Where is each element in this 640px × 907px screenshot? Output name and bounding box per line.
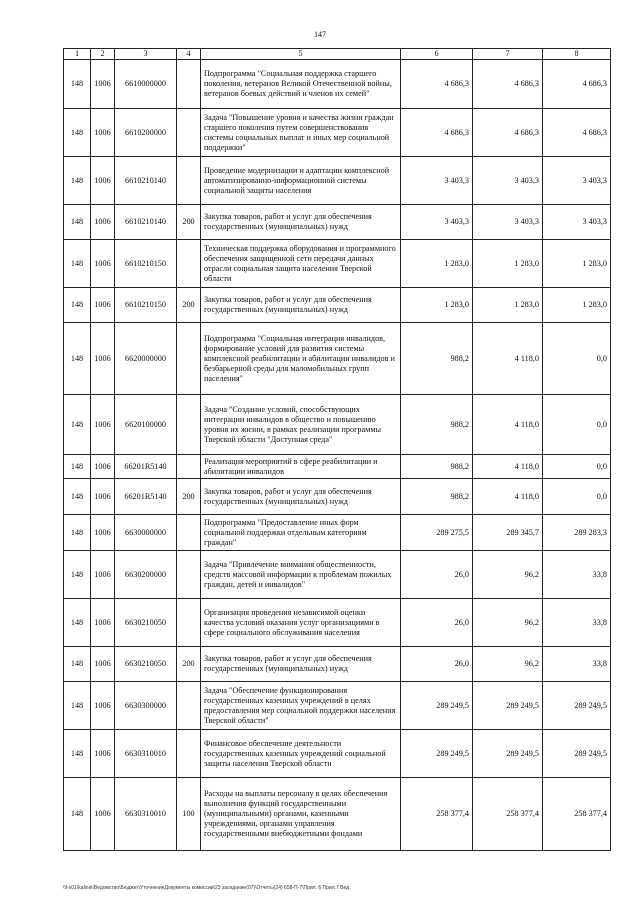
amount-cell: 26,0 <box>401 647 473 682</box>
description-cell: Подпрограмма "Социальная интеграция инвалидов, формирование условий для развития системы комплексной реабилитации и абилитации инвалидов и безбарьерной среды для маломобильных групп населения" <box>201 323 401 395</box>
code-cell: 148 <box>64 109 91 157</box>
amount-cell: 258 377,4 <box>543 778 611 851</box>
table-row <box>64 599 611 647</box>
amount-cell: 96,2 <box>473 599 543 647</box>
code-cell: 148 <box>64 455 91 479</box>
expense-type-cell: 200 <box>177 288 201 323</box>
amount-cell: 4 118,0 <box>473 455 543 479</box>
description-cell: Задача "Создание условий, способствующих интеграции инвалидов в общество и повышению уровня их жизни, в рамках реализации программы Тверской области "Доступная среда" <box>201 395 401 455</box>
amount-cell: 1 283,0 <box>543 288 611 323</box>
section-cell: 1006 <box>91 323 115 395</box>
section-cell: 1006 <box>91 288 115 323</box>
amount-cell: 289 345,7 <box>473 515 543 551</box>
section-cell: 1006 <box>91 599 115 647</box>
amount-cell: 4 686,3 <box>473 109 543 157</box>
amount-cell: 258 377,4 <box>401 778 473 851</box>
code-cell: 148 <box>64 647 91 682</box>
amount-cell: 258 377,4 <box>473 778 543 851</box>
target-article-cell: 6630210050 <box>115 647 177 682</box>
code-cell: 148 <box>64 682 91 730</box>
section-cell: 1006 <box>91 60 115 109</box>
amount-cell: 26,0 <box>401 599 473 647</box>
target-article-cell: 6630200000 <box>115 551 177 599</box>
amount-cell: 0,0 <box>543 479 611 515</box>
expense-type-cell <box>177 730 201 778</box>
description-cell: Финансовое обеспечение деятельности государственных казенных учреждений социальной защиты населения Тверской области <box>201 730 401 778</box>
amount-cell: 289 249,5 <box>543 730 611 778</box>
description-cell: Организация проведения независимой оценки качества условий оказания услуг организациями в сфере социального обслуживания населения <box>201 599 401 647</box>
target-article-cell: 6630210050 <box>115 599 177 647</box>
expense-type-cell: 200 <box>177 479 201 515</box>
section-cell: 1006 <box>91 778 115 851</box>
target-article-cell: 6610000000 <box>115 60 177 109</box>
amount-cell: 4 118,0 <box>473 323 543 395</box>
table-row <box>64 647 611 682</box>
amount-cell: 289 275,5 <box>401 515 473 551</box>
header-cell: 3 <box>115 49 177 60</box>
code-cell: 148 <box>64 205 91 240</box>
table-row <box>64 205 611 240</box>
header-row <box>64 49 611 60</box>
section-cell: 1006 <box>91 551 115 599</box>
amount-cell: 3 403,3 <box>401 205 473 240</box>
section-cell: 1006 <box>91 455 115 479</box>
expense-type-cell <box>177 395 201 455</box>
code-cell: 148 <box>64 60 91 109</box>
table-row <box>64 240 611 288</box>
table-row <box>64 109 611 157</box>
expense-type-cell <box>177 240 201 288</box>
description-cell: Закупка товаров, работ и услуг для обеспечения государственных (муниципальных) нужд <box>201 205 401 240</box>
amount-cell: 0,0 <box>543 395 611 455</box>
amount-cell: 3 403,3 <box>473 205 543 240</box>
expense-type-cell <box>177 60 201 109</box>
section-cell: 1006 <box>91 682 115 730</box>
description-cell: Подпрограмма "Предоставление иных форм социальной поддержки отдельным категориям граждан" <box>201 515 401 551</box>
code-cell: 148 <box>64 157 91 205</box>
amount-cell: 3 403,3 <box>543 157 611 205</box>
amount-cell: 4 686,3 <box>543 60 611 109</box>
table-row <box>64 60 611 109</box>
description-cell: Задача "Повышение уровня и качества жизни граждан старшего поколения путем совершенствования системы социальных выплат и иных мер социальной поддержки" <box>201 109 401 157</box>
amount-cell: 1 283,0 <box>473 240 543 288</box>
table-row <box>64 682 611 730</box>
amount-cell: 289 249,5 <box>473 730 543 778</box>
target-article-cell: 6630000000 <box>115 515 177 551</box>
header-cell: 2 <box>91 49 115 60</box>
header-cell: 5 <box>201 49 401 60</box>
section-cell: 1006 <box>91 730 115 778</box>
section-cell: 1006 <box>91 647 115 682</box>
amount-cell: 988,2 <box>401 395 473 455</box>
description-cell: Проведение модернизации и адаптации комплексной автоматизированно-информационной системы социальной защиты населения <box>201 157 401 205</box>
budget-table <box>63 48 611 851</box>
expense-type-cell <box>177 599 201 647</box>
description-cell: Задача "Обеспечение функционирования государственных казенных учреждений в целях предоставления мер социальной поддержки населения Тверской области" <box>201 682 401 730</box>
expense-type-cell <box>177 515 201 551</box>
amount-cell: 0,0 <box>543 323 611 395</box>
amount-cell: 4 118,0 <box>473 479 543 515</box>
target-article-cell: 6610200000 <box>115 109 177 157</box>
description-cell: Закупка товаров, работ и услуг для обеспечения государственных (муниципальных) нужд <box>201 647 401 682</box>
description-cell: Закупка товаров, работ и услуг для обеспечения государственных (муниципальных) нужд <box>201 479 401 515</box>
section-cell: 1006 <box>91 240 115 288</box>
header-cell: 4 <box>177 49 201 60</box>
amount-cell: 4 118,0 <box>473 395 543 455</box>
header-cell: 7 <box>473 49 543 60</box>
code-cell: 148 <box>64 395 91 455</box>
table-row <box>64 479 611 515</box>
target-article-cell: 6630310010 <box>115 730 177 778</box>
code-cell: 148 <box>64 778 91 851</box>
section-cell: 1006 <box>91 205 115 240</box>
table-row <box>64 778 611 851</box>
amount-cell: 33,8 <box>543 599 611 647</box>
amount-cell: 3 403,3 <box>473 157 543 205</box>
header-cell: 6 <box>401 49 473 60</box>
code-cell: 148 <box>64 323 91 395</box>
amount-cell: 988,2 <box>401 323 473 395</box>
amount-cell: 4 686,3 <box>543 109 611 157</box>
header-cell: 1 <box>64 49 91 60</box>
table-row <box>64 730 611 778</box>
amount-cell: 289 249,5 <box>473 682 543 730</box>
target-article-cell: 6610210140 <box>115 157 177 205</box>
table-body <box>64 60 611 851</box>
code-cell: 148 <box>64 515 91 551</box>
amount-cell: 26,0 <box>401 551 473 599</box>
amount-cell: 4 686,3 <box>401 60 473 109</box>
amount-cell: 988,2 <box>401 455 473 479</box>
expense-type-cell <box>177 682 201 730</box>
amount-cell: 289 283,3 <box>543 515 611 551</box>
description-cell: Задача "Привлечение внимания общественности, средств массовой информации к проблемам пожилых граждан, детей и инвалидов" <box>201 551 401 599</box>
expense-type-cell: 100 <box>177 778 201 851</box>
code-cell: 148 <box>64 551 91 599</box>
section-cell: 1006 <box>91 109 115 157</box>
target-article-cell: 6630300000 <box>115 682 177 730</box>
target-article-cell: 6620100000 <box>115 395 177 455</box>
amount-cell: 289 249,5 <box>543 682 611 730</box>
amount-cell: 0,0 <box>543 455 611 479</box>
target-article-cell: 66201R5140 <box>115 455 177 479</box>
expense-type-cell: 200 <box>177 647 201 682</box>
amount-cell: 33,8 <box>543 551 611 599</box>
amount-cell: 289 249,5 <box>401 730 473 778</box>
amount-cell: 3 403,3 <box>401 157 473 205</box>
description-cell: Техническая поддержка оборудования и программного обеспечения защищенной сети передачи данных отрасли социальная защита населения Тверской области <box>201 240 401 288</box>
description-cell: Подпрограмма "Социальная поддержка старшего поколения, ветеранов Великой Отечественной войны, ветеранов боевых действий и членов их семей" <box>201 60 401 109</box>
description-cell: Расходы на выплаты персоналу в целях обеспечения выполнения функций государственными (муниципальными) органами, казенными учреждениями, органами управления государственными внебюджетными фондами <box>201 778 401 851</box>
table-row <box>64 515 611 551</box>
target-article-cell: 6610210150 <box>115 288 177 323</box>
description-cell: Реализация мероприятий в сфере реабилитации и абилитации инвалидов <box>201 455 401 479</box>
expense-type-cell <box>177 323 201 395</box>
footer-path: \\f-s01\kalinin\Ведомство\Бюджет\УточнениеДокументы комиссии\23 заседание(07)\Отчеты(24) 658-П-7\Прил. 6 Прил.7 Вед. <box>63 885 351 891</box>
expense-type-cell <box>177 157 201 205</box>
amount-cell: 4 686,3 <box>473 60 543 109</box>
amount-cell: 96,2 <box>473 551 543 599</box>
expense-type-cell: 200 <box>177 205 201 240</box>
table-row <box>64 288 611 323</box>
target-article-cell: 66201R5140 <box>115 479 177 515</box>
table-row <box>64 455 611 479</box>
target-article-cell: 6630310010 <box>115 778 177 851</box>
amount-cell: 1 283,0 <box>401 240 473 288</box>
table-row <box>64 157 611 205</box>
amount-cell: 3 403,3 <box>543 205 611 240</box>
page-number: 147 <box>314 30 326 39</box>
amount-cell: 988,2 <box>401 479 473 515</box>
code-cell: 148 <box>64 240 91 288</box>
amount-cell: 1 283,0 <box>543 240 611 288</box>
amount-cell: 289 249,5 <box>401 682 473 730</box>
target-article-cell: 6620000000 <box>115 323 177 395</box>
section-cell: 1006 <box>91 515 115 551</box>
expense-type-cell <box>177 551 201 599</box>
amount-cell: 1 283,0 <box>473 288 543 323</box>
description-cell: Закупка товаров, работ и услуг для обеспечения государственных (муниципальных) нужд <box>201 288 401 323</box>
amount-cell: 4 686,3 <box>401 109 473 157</box>
expense-type-cell <box>177 109 201 157</box>
table-row <box>64 323 611 395</box>
table-row <box>64 551 611 599</box>
section-cell: 1006 <box>91 157 115 205</box>
section-cell: 1006 <box>91 479 115 515</box>
amount-cell: 33,8 <box>543 647 611 682</box>
header-cell: 8 <box>543 49 611 60</box>
table-row <box>64 395 611 455</box>
target-article-cell: 6610210150 <box>115 240 177 288</box>
code-cell: 148 <box>64 730 91 778</box>
code-cell: 148 <box>64 288 91 323</box>
target-article-cell: 6610210140 <box>115 205 177 240</box>
code-cell: 148 <box>64 599 91 647</box>
section-cell: 1006 <box>91 395 115 455</box>
amount-cell: 1 283,0 <box>401 288 473 323</box>
amount-cell: 96,2 <box>473 647 543 682</box>
code-cell: 148 <box>64 479 91 515</box>
expense-type-cell <box>177 455 201 479</box>
